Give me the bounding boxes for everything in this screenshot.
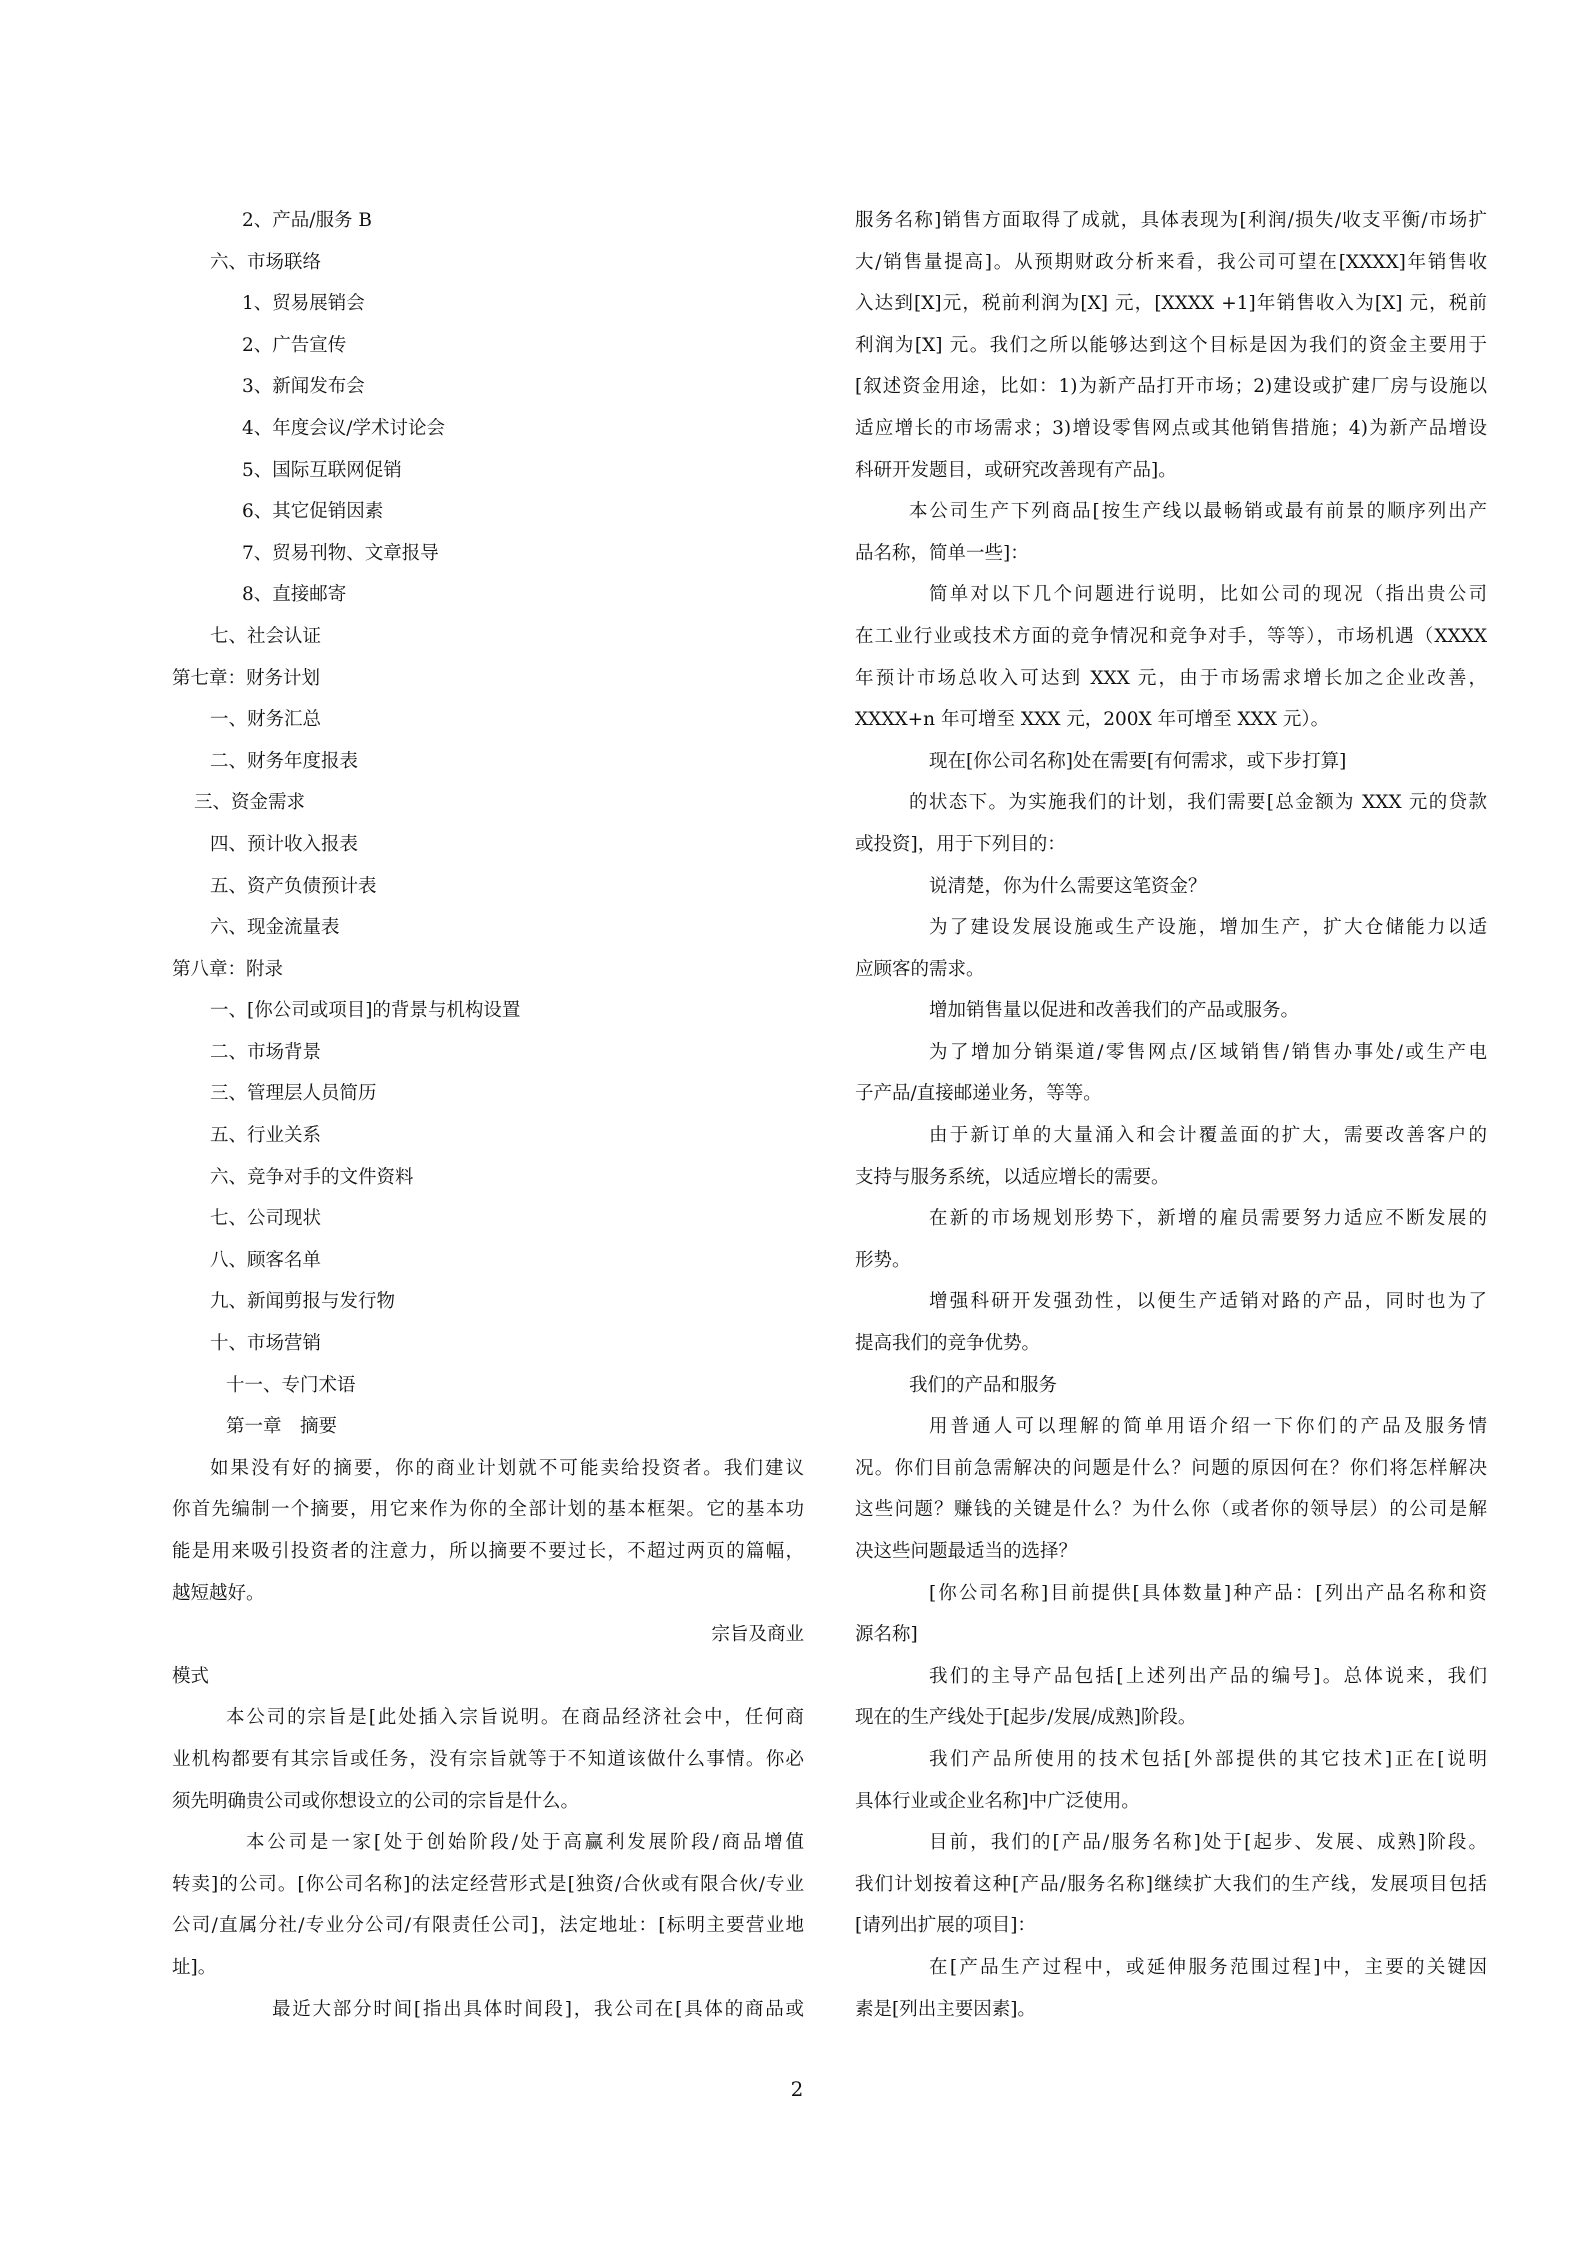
text-line: 二、财务年度报表	[210, 750, 359, 772]
text-line: 用普通人可以理解的简单用语介绍一下你们的产品及服务情	[929, 1416, 1487, 1438]
text-line: 须先明确贵公司或你想设立的公司的宗旨是什么。	[172, 1790, 580, 1812]
text-line: 三、管理层人员简历	[210, 1083, 377, 1105]
page-number: 2	[790, 2077, 804, 2101]
text-line: 6、其它促销因素	[242, 501, 384, 523]
text-line: 十、市场营销	[210, 1333, 322, 1355]
text-line: 如果没有好的摘要，你的商业计划就不可能卖给投资者。我们建议	[210, 1457, 804, 1479]
left-column	[172, 200, 804, 2030]
text-line: 六、市场联络	[210, 251, 322, 273]
text-line: 一、[你公司或项目]的背景与机构设置	[210, 1000, 521, 1022]
text-line: 现在的生产线处于[起步/发展/成熟]阶段。	[855, 1707, 1197, 1729]
text-line: 第七章：财务计划	[172, 667, 321, 689]
text-line: 支持与服务系统，以适应增长的需要。	[855, 1166, 1170, 1188]
text-line: 7、贸易刊物、文章报导	[242, 542, 439, 564]
text-line: 宗旨及商业	[711, 1624, 804, 1646]
text-line: [叙述资金用途，比如：1)为新产品打开市场；2)建设或扩建厂房与设施以	[855, 376, 1487, 398]
text-line: [你公司名称]目前提供[具体数量]种产品：[列出产品名称和资	[929, 1582, 1487, 1604]
text-line: 本公司的宗旨是[此处插入宗旨说明。在商品经济社会中，任何商	[226, 1707, 804, 1729]
text-line: 本公司是一家[处于创始阶段/处于高赢利发展阶段/商品增值	[246, 1832, 804, 1854]
text-line: [请列出扩展的项目]：	[855, 1915, 1036, 1937]
text-line: 七、社会认证	[210, 625, 322, 647]
text-line: 七、公司现状	[210, 1208, 322, 1230]
text-line: 简单对以下几个问题进行说明，比如公司的现况（指出贵公司	[929, 584, 1487, 606]
text-line: 在[产品生产过程中，或延伸服务范围过程]中，主要的关键因	[929, 1956, 1487, 1978]
text-line: 3、新闻发布会	[242, 376, 365, 398]
text-line: 或投资]，用于下列目的：	[855, 833, 1066, 855]
text-line: 业机构都要有其宗旨或任务，没有宗旨就等于不知道该做什么事情。你必	[172, 1748, 804, 1770]
text-line: 素是[列出主要因素]。	[855, 1998, 1036, 2020]
text-line: 现在[你公司名称]处在需要[有何需求，或下步打算]	[929, 750, 1347, 772]
text-line: 增加销售量以促进和改善我们的产品或服务。	[929, 1000, 1300, 1022]
text-line: 六、现金流量表	[210, 917, 340, 939]
text-line: 在新的市场规划形势下，新增的雇员需要努力适应不断发展的	[929, 1208, 1487, 1230]
text-line: 这些问题？赚钱的关键是什么？为什么你（或者你的领导层）的公司是解	[855, 1499, 1487, 1521]
text-line: 形势。	[855, 1249, 911, 1271]
text-line: 四、预计收入报表	[210, 833, 359, 855]
text-line: 2、广告宣传	[242, 334, 347, 356]
text-line: 三、资金需求	[194, 792, 306, 814]
text-line: 九、新闻剪报与发行物	[210, 1291, 396, 1313]
text-line: 增强科研开发强劲性，以便生产适销对路的产品，同时也为了	[929, 1291, 1487, 1313]
text-line: 模式	[172, 1665, 210, 1687]
text-line: 越短越好。	[172, 1582, 265, 1604]
text-line: 5、国际互联网促销	[242, 459, 402, 481]
text-line: 况。你们目前急需解决的问题是什么？问题的原因何在？你们将怎样解决	[855, 1457, 1487, 1479]
text-line: 你首先编制一个摘要，用它来作为你的全部计划的基本框架。它的基本功	[172, 1499, 804, 1521]
text-line: 一、财务汇总	[210, 709, 322, 731]
text-line: 五、行业关系	[210, 1125, 322, 1147]
text-line: 提高我们的竞争优势。	[855, 1333, 1041, 1355]
text-line: 第八章：附录	[172, 958, 284, 980]
text-line: 子产品/直接邮递业务，等等。	[855, 1083, 1102, 1105]
text-line: 为了增加分销渠道/零售网点/区域销售/销售办事处/或生产电	[929, 1041, 1487, 1063]
text-line: 本公司生产下列商品[按生产线以最畅销或最有前景的顺序列出产	[909, 501, 1487, 523]
text-line: 我们计划按着这种[产品/服务名称]继续扩大我们的生产线，发展项目包括	[855, 1873, 1487, 1895]
text-line: 的状态下。为实施我们的计划，我们需要[总金额为 XXX 元的贷款	[909, 792, 1487, 814]
text-line: 由于新订单的大量涌入和会计覆盖面的扩大，需要改善客户的	[929, 1125, 1487, 1147]
text-line: 我们的主导产品包括[上述列出产品的编号]。总体说来，我们	[929, 1665, 1487, 1687]
text-line: 十一、专门术语	[226, 1374, 356, 1396]
text-line: 年预计市场总收入可达到 XXX 元，由于市场需求增长加之企业改善，	[855, 667, 1487, 689]
text-line: 第一章 摘要	[226, 1416, 338, 1438]
text-line: 最近大部分时间[指出具体时间段]，我公司在[具体的商品或	[272, 1998, 804, 2020]
text-line: 二、市场背景	[210, 1041, 322, 1063]
text-line: 五、资产负债预计表	[210, 875, 377, 897]
text-line: 服务名称]销售方面取得了成就，具体表现为[利润/损失/收支平衡/市场扩	[855, 210, 1487, 231]
text-line: 八、顾客名单	[210, 1249, 322, 1271]
text-line: 能是用来吸引投资者的注意力，所以摘要不要过长，不超过两页的篇幅，	[172, 1541, 804, 1562]
right-column	[855, 200, 1487, 2030]
text-line: XXXX+n 年可增至 XXX 元，200X 年可增至 XXX 元）。	[855, 709, 1330, 731]
text-line: 大/销售量提高]。从预期财政分析来看，我公司可望在[XXXX]年销售收	[855, 251, 1487, 273]
text-line: 源名称]	[855, 1624, 918, 1646]
text-line: 8、直接邮寄	[242, 584, 347, 606]
text-line: 公司/直属分社/专业分公司/有限责任公司]，法定地址：[标明主要营业地	[172, 1915, 804, 1937]
text-line: 在工业行业或技术方面的竞争情况和竞争对手，等等），市场机遇（XXXX	[855, 625, 1487, 647]
text-line: 适应增长的市场需求；3)增设零售网点或其他销售措施；4)为新产品增设	[855, 417, 1487, 439]
text-line: 2、产品/服务 B	[242, 210, 372, 231]
text-line: 址]。	[172, 1956, 217, 1978]
text-line: 应顾客的需求。	[855, 958, 985, 980]
text-line: 品名称，简单一些]：	[855, 542, 1029, 564]
text-line: 目前，我们的[产品/服务名称]处于[起步、发展、成熟]阶段。	[929, 1832, 1487, 1854]
text-line: 入达到[X]元，税前利润为[X] 元，[XXXX +1]年销售收入为[X] 元，税前	[855, 293, 1487, 315]
text-line: 1、贸易展销会	[242, 293, 365, 315]
text-line: 说清楚，你为什么需要这笔资金？	[929, 875, 1207, 897]
text-line: 转卖]的公司。[你公司名称]的法定经营形式是[独资/合伙或有限合伙/专业	[172, 1873, 804, 1895]
text-line: 为了建设发展设施或生产设施，增加生产，扩大仓储能力以适	[929, 917, 1487, 939]
text-line: 利润为[X] 元。我们之所以能够达到这个目标是因为我们的资金主要用于	[855, 334, 1487, 356]
text-line: 我们产品所使用的技术包括[外部提供的其它技术]正在[说明	[929, 1748, 1487, 1770]
text-line: 决这些问题最适当的选择？	[855, 1541, 1078, 1562]
text-line: 4、年度会议/学术讨论会	[242, 417, 446, 439]
text-line: 我们的产品和服务	[909, 1374, 1058, 1396]
text-line: 具体行业或企业名称]中广泛使用。	[855, 1790, 1140, 1812]
text-line: 科研开发题目，或研究改善现有产品]。	[855, 459, 1177, 481]
text-line: 六、竞争对手的文件资料	[210, 1166, 414, 1188]
